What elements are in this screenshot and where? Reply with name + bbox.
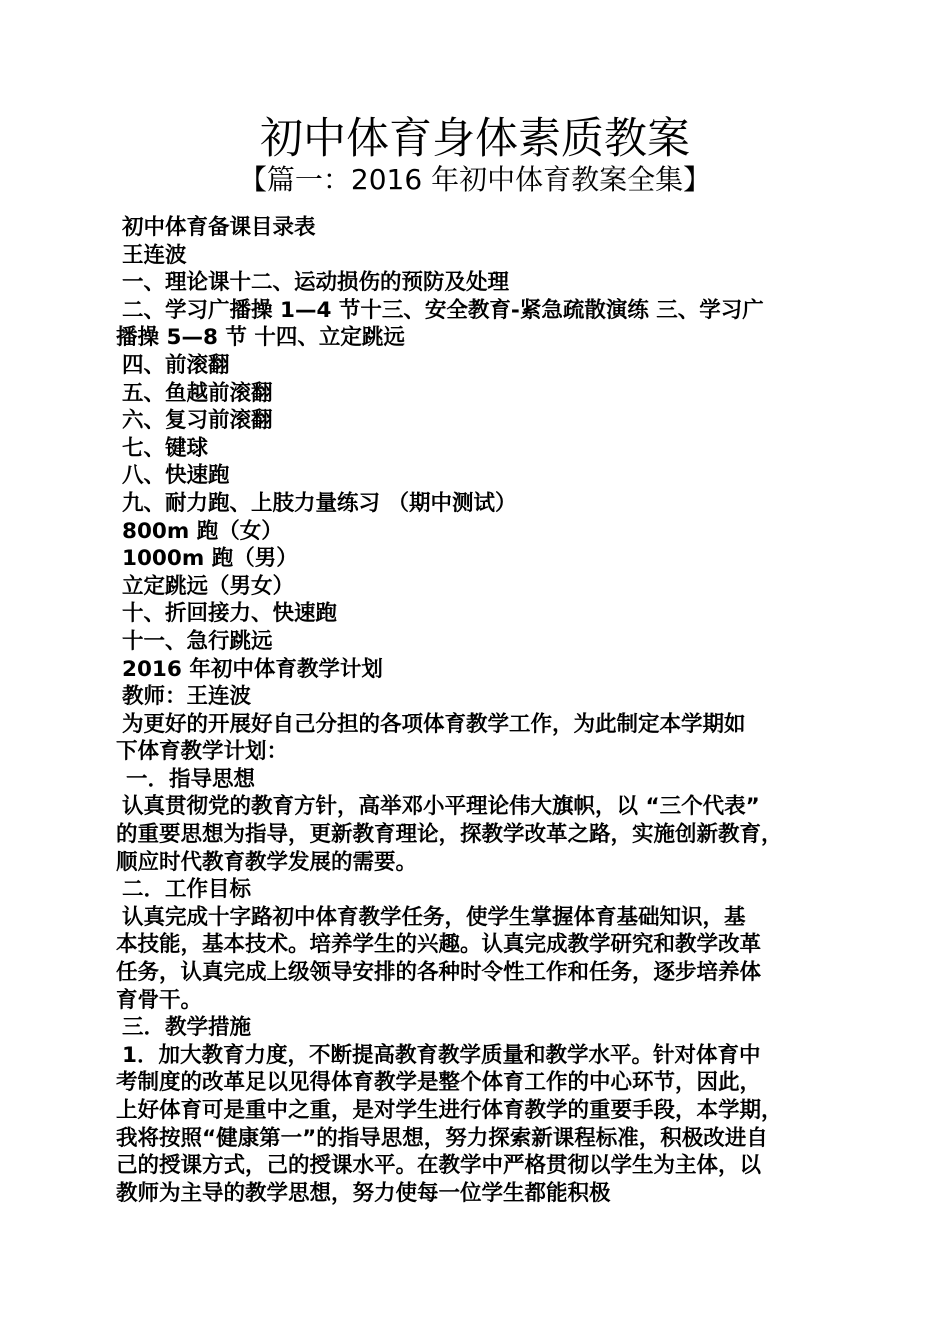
body-line: 我将按照“健康第一”的指导思想，努力探索新课程标准，积极改进自 bbox=[116, 1125, 768, 1151]
body-line: 认真贯彻党的教育方针，高举邓小平理论伟大旗帜，以 “三个代表” bbox=[122, 794, 760, 820]
body-line: 二、学习广播操 1—4 节十三、安全教育-紧急疏散演练 三、学习广 bbox=[122, 297, 764, 323]
body-line: 下体育教学计划： bbox=[116, 739, 289, 765]
body-line: 四、前滚翻 bbox=[122, 352, 230, 378]
body-line: 三．教学措施 bbox=[122, 1015, 252, 1041]
body-line: 六、复习前滚翻 bbox=[122, 408, 273, 434]
body-line: 上好体育可是重中之重，是对学生进行体育教学的重要手段，本学期， bbox=[116, 1098, 783, 1123]
document-title: 初中体育身体素质教案 bbox=[260, 114, 690, 164]
body-line: 十、折回接力、快速跑 bbox=[122, 601, 338, 627]
body-line: 十一、急行跳远 bbox=[122, 628, 273, 654]
body-line: 1．加大教育力度，不断提高教育教学质量和教学水平。针对体育中 bbox=[122, 1042, 761, 1068]
body-line: 任务，认真完成上级领导安排的各种时令性工作和任务，逐步培养体 bbox=[116, 960, 762, 986]
body-line: 一、理论课十二、运动损伤的预防及处理 bbox=[122, 270, 510, 296]
body-line: 的重要思想为指导，更新教育理论，探教学改革之路，实施创新教育， bbox=[116, 822, 783, 848]
body-line: 顺应时代教育教学发展的需要。 bbox=[116, 849, 418, 875]
body-line: 教师：王连波 bbox=[122, 684, 252, 710]
body-line: 考制度的改革足以见得体育教学是整个体育工作的中心环节，因此， bbox=[116, 1070, 762, 1096]
body-line: 己的授课方式，己的授课水平。在教学中严格贯彻以学生为主体，以 bbox=[116, 1153, 762, 1179]
body-line: 一．指导思想 bbox=[126, 766, 256, 792]
body-line: 为更好的开展好自己分担的各项体育教学工作，为此制定本学期如 bbox=[122, 711, 746, 737]
body-line: 播操 5—8 节 十四、立定跳远 bbox=[116, 325, 405, 351]
body-line: 育骨干。 bbox=[116, 987, 203, 1013]
body-line: 1000m 跑（男） bbox=[122, 546, 298, 572]
body-line: 王连波 bbox=[122, 242, 187, 268]
body-line: 立定跳远（男女） bbox=[122, 573, 295, 599]
body-line: 七、键球 bbox=[122, 435, 209, 461]
body-line: 八、快速跑 bbox=[122, 463, 230, 489]
body-line: 本技能，基本技术。培养学生的兴趣。认真完成教学研究和教学改革 bbox=[116, 932, 762, 958]
body-line: 五、鱼越前滚翻 bbox=[122, 380, 273, 406]
document-subtitle: 【篇一：2016 年初中体育教案全集】 bbox=[238, 163, 712, 196]
body-line: 800m 跑（女） bbox=[122, 518, 283, 544]
body-line: 认真完成十字路初中体育教学任务，使学生掌握体育基础知识，基 bbox=[122, 904, 746, 930]
body-line: 2016 年初中体育教学计划 bbox=[122, 656, 383, 682]
document-body bbox=[116, 214, 856, 1207]
body-line: 九、耐力跑、上肢力量练习 （期中测试） bbox=[122, 490, 517, 516]
body-line: 初中体育备课目录表 bbox=[122, 215, 316, 240]
body-line: 二．工作目标 bbox=[122, 877, 252, 903]
body-line: 教师为主导的教学思想，努力使每一位学生都能积极 bbox=[116, 1180, 611, 1206]
